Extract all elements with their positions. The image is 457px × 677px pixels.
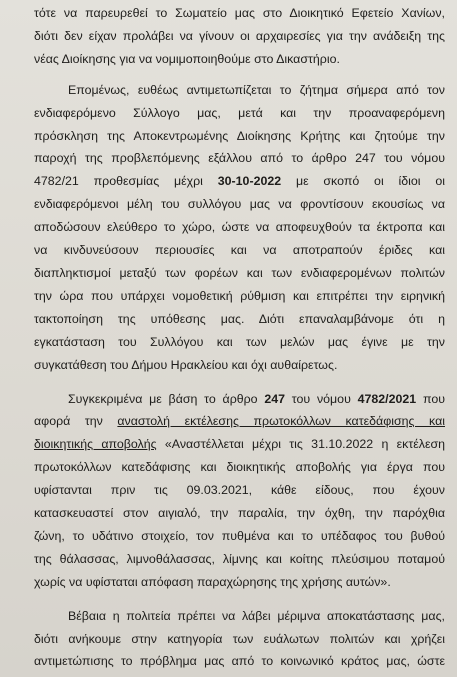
text-line: την ώρα που υπάρχει νομοθετική ρύθμιση και επιτρέπει την ειρηνική: [34, 288, 445, 303]
text-line: πρόσκληση της Αποκεντρωμένης Διοίκησης Κρήτης και ζητούμε την: [34, 128, 445, 143]
text-line: πρωτοκόλλων κατεδάφισης και διοικητικής αποβολής για έργα που: [34, 460, 445, 475]
underlined-text: διοικητικής αποβολής: [34, 437, 157, 452]
text-fragment: Συγκεκριμένα με βάση το άρθρο: [68, 391, 265, 406]
text-line: νέας Διοίκησης για να νομιμοποιηθούμε στο Δικαστήριο.: [34, 51, 340, 66]
text-line: ενδιαφερόμενοι μέλη του συλλόγου μας να φροντίσουν εκουσίως να: [34, 197, 445, 212]
article-number: 247: [264, 391, 286, 406]
text-line: της θάλασσας, λιμνοθάλασσας, λίμνης και κοίτης πλεύσιμου ποταμού: [34, 551, 445, 566]
text-line: να κινδυνεύσουν περιουσίες και να αποτραπούν έριδες και: [34, 243, 445, 258]
paragraph-4: [34, 605, 445, 674]
text-fragment: «Αναστέλλεται μέχρι τις 31.10.2022 η εκτέλεση: [156, 437, 446, 452]
text-line: χωρίς να υφίσταται απόφαση παραχώρησης της χρήσης αυτών».: [34, 574, 391, 589]
text-line: υφίστανται πριν τις 09.03.2021, κάθε είδους, που έχουν: [34, 483, 445, 498]
paragraph-1: [34, 2, 445, 71]
law-number: 4782/2021: [357, 391, 417, 406]
text-line: [34, 433, 445, 456]
text-line: [34, 388, 445, 411]
text-line: [34, 170, 445, 193]
text-fragment: με σκοπό οι ίδιοι οι: [281, 174, 445, 189]
text-line: εγκατάσταση του Συλλόγου και των μελών μας έγινε με την: [34, 334, 445, 349]
text-line: τότε να παρευρεθεί το Σωματείο μας στο Διοικητικό Εφετείο Χανίων,: [34, 6, 445, 20]
text-line: Επομένως, ευθέως αντιμετωπίζεται το ζήτημα σήμερα από τον: [68, 82, 445, 97]
text-line: τακτοποίηση της υπόθεσης μας. Διότι επαναλαμβάνομε ότι η: [34, 311, 445, 326]
paragraph-2: [34, 79, 445, 377]
text-fragment: αφορά την: [34, 414, 118, 429]
text-fragment: 4782/21 προθεσμίας μέχρι: [34, 174, 218, 189]
text-line: [34, 410, 445, 433]
text-fragment: που: [416, 391, 445, 406]
text-line: αποδώσουν ελεύθερο το χώρο, ώστε να αποφευχθούν τα έκτροπα και: [34, 220, 445, 235]
text-line: κατασκευαστεί στον αιγιαλό, την παραλία, την όχθη, την παρόχθια: [34, 506, 445, 521]
deadline-date: 30-10-2022: [217, 174, 282, 189]
text-line: ενδιαφερόμενο Σύλλογο μας, μετά και την προαναφερόμενη: [34, 105, 445, 120]
text-line: διότι ανήκουμε στην κατηγορία των ευάλωτων πολιτών και χρήζει: [34, 631, 445, 646]
paragraph-3: [34, 388, 445, 594]
text-line: διότι δεν είχαν προλάβει να γίνουν οι αρχαιρεσίες για την ανάδειξη της: [34, 28, 445, 43]
text-line: παροχή της προβλεπόμενης εξάλλου από το άρθρο 247 του νόμου: [34, 151, 445, 166]
underlined-text: αναστολή εκτέλεσης πρωτοκόλλων κατεδάφισης και: [117, 414, 446, 429]
text-fragment: του νόμου: [285, 391, 358, 406]
text-line: Βέβαια η πολιτεία πρέπει να λάβει μέριμνα αποκατάστασης μας,: [68, 608, 445, 623]
text-line: ζώνη, το υδάτινο στοιχείο, τον πυθμένα και το υπέδαφος του βυθού: [34, 528, 445, 543]
text-line: συγκατάθεση του Δήμου Ηρακλείου και όχι αυθαίρετως.: [34, 357, 338, 372]
text-line: διαπληκτισμοί μεταξύ των φορέων και των ενδιαφερομένων πολιτών: [34, 265, 445, 280]
text-line: αντιμετώπισης το πρόβλημα μας από το κοινωνικό κράτος μας, ώστε: [34, 654, 445, 669]
